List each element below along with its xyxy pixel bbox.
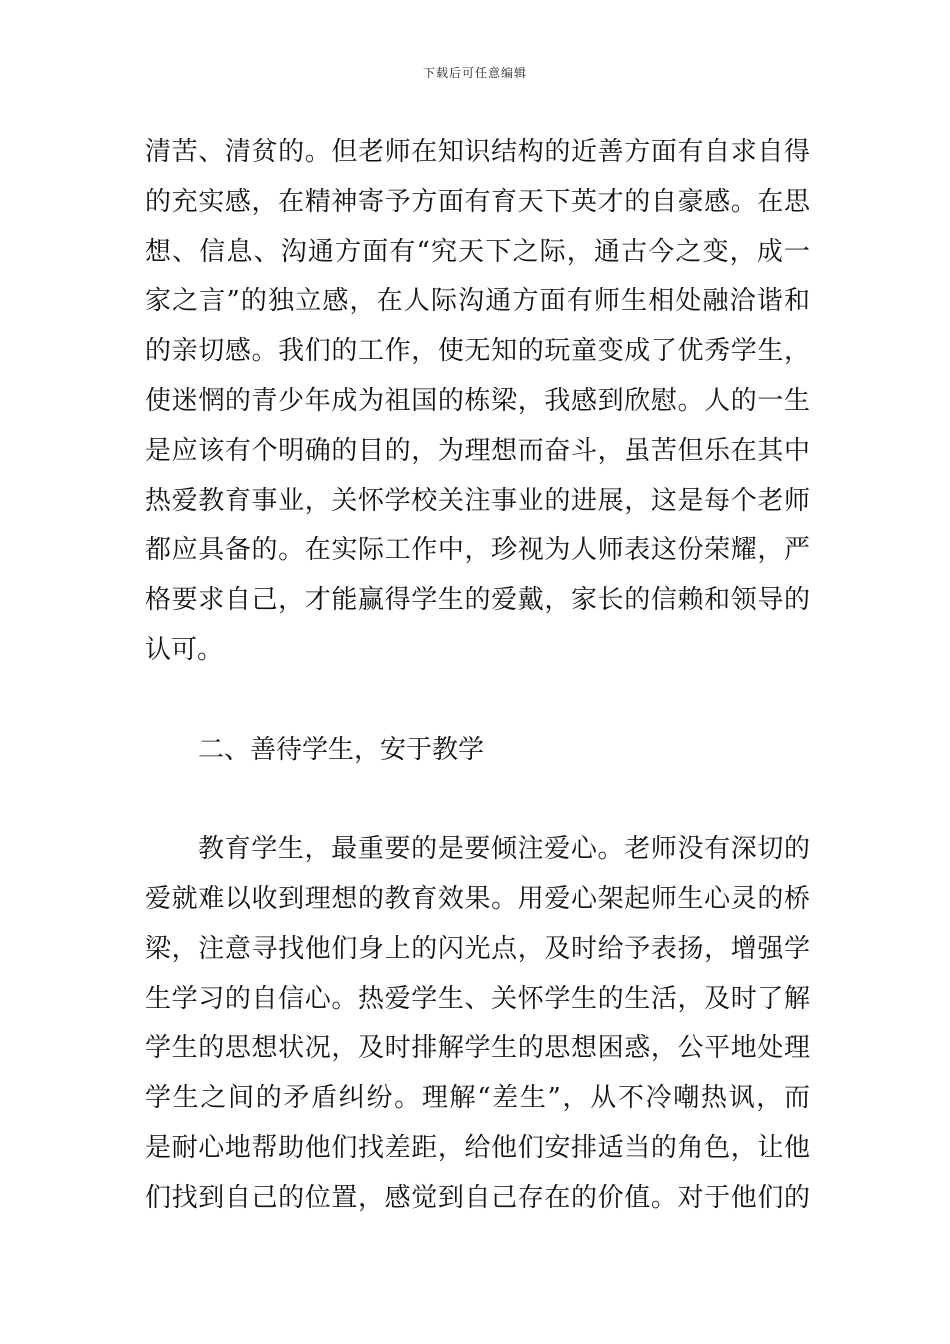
paragraph-line: 爱就难以收到理想的教育效果。用爱心架起师生心灵的桥 [145,883,810,914]
paragraph-line: 使迷惘的青少年成为祖国的栋梁，我感到欣慰。人的一生 [145,385,810,416]
paragraph-line: 梁，注意寻找他们身上的闪光点，及时给予表扬，增强学 [145,933,810,964]
paragraph-line: 生学习的自信心。热爱学生、关怀学生的生活，及时了解 [145,983,810,1014]
paragraph-line: 想、信息、沟通方面有“究天下之际，通古今之变，成一 [145,236,810,267]
paragraph-line: 认可。 [145,634,224,665]
paragraph-line: 是应该有个明确的目的，为理想而奋斗，虽苦但乐在其中 [145,435,810,466]
paragraph-line: 格要求自己，才能赢得学生的爱戴，家长的信赖和领导的 [145,585,810,616]
header-note: 下载后可任意编辑 [422,66,527,80]
paragraph-line: 都应具备的。在实际工作中，珍视为人师表这份荣耀，严 [145,535,810,566]
paragraph-line: 热爱教育事业，关怀学校关注事业的进展，这是每个老师 [145,485,810,516]
paragraph-line: 学生的思想状况，及时排解学生的思想困惑，公平地处理 [145,1033,810,1064]
spacer [145,775,810,825]
paragraph-line: 们找到自己的位置，感觉到自己存在的价值。对于他们的 [145,1182,810,1213]
paragraph-line: 学生之间的矛盾纠纷。理解“差生”，从不冷嘲热讽，而 [145,1083,810,1114]
paragraph-line: 教育学生，最重要的是要倾注爱心。老师没有深切的 [198,834,810,865]
paragraph-line: 家之言”的独立感，在人际沟通方面有师生相处融洽谐和 [145,286,810,317]
paragraph-line: 的充实感，在精神寄予方面有育天下英才的自豪感。在思 [145,186,810,217]
paragraph-line: 清苦、清贫的。但老师在知识结构的近善方面有自求自得 [145,137,810,167]
paragraph-2 [145,825,810,1223]
spacer [145,676,810,726]
paragraph-line: 是耐心地帮助他们找差距，给他们安排适当的角色，让他 [145,1132,810,1163]
paragraph-line: 的亲切感。我们的工作，使无知的玩童变成了优秀学生， [145,336,810,367]
document-body [145,128,810,1224]
paragraph-1 [145,128,810,676]
section-heading: 二、善待学生，安于教学 [198,734,485,765]
